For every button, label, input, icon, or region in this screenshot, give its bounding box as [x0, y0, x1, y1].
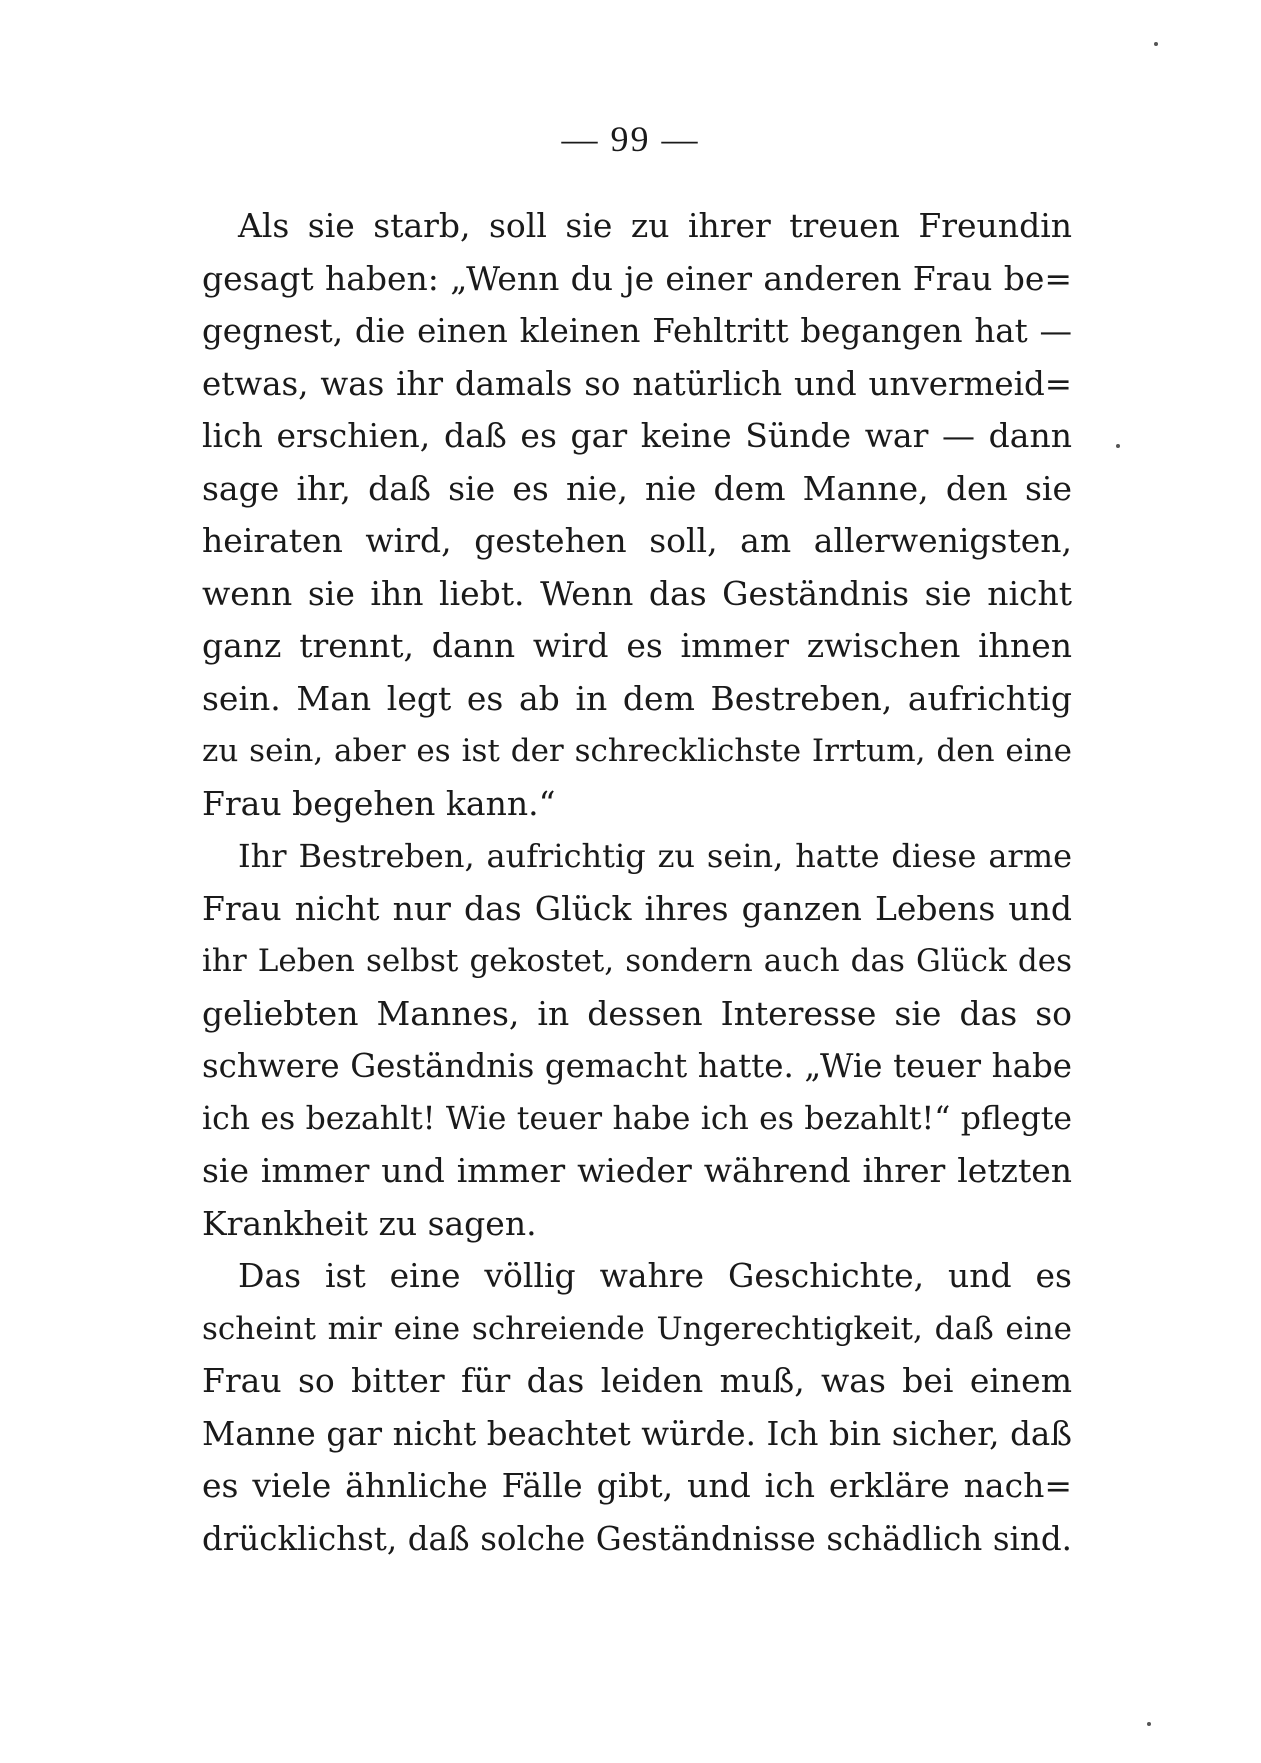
paragraph-3 — [202, 1250, 1072, 1565]
body-text — [202, 200, 1072, 1565]
text-line: Ihr Bestreben, aufrichtig zu sein, hatte diese arme — [238, 837, 1072, 875]
scan-speck — [1116, 444, 1120, 448]
text-line: ganz trennt, dann wird es immer zwischen ihnen — [202, 626, 1072, 665]
text-line: heiraten wird, gestehen soll, am allerwenigsten, — [202, 521, 1072, 560]
text-line: Frau so bitter für das leiden muß, was bei einem — [202, 1361, 1072, 1400]
text-line: es viele ähnliche Fälle gibt, und ich erkläre nach= — [202, 1466, 1072, 1505]
text-line: wenn sie ihn liebt. Wenn das Geständnis sie nicht — [202, 573, 1072, 613]
text-line: sage ihr, daß sie es nie, nie dem Manne, den sie — [202, 468, 1072, 508]
scan-speck — [1154, 42, 1158, 46]
text-line: gegnest, die einen kleinen Fehltritt begangen hat — — [202, 312, 1072, 350]
text-line: ich es bezahlt! Wie teuer habe ich es bezahlt!“ pflegte — [202, 1100, 1072, 1137]
text-line: gesagt haben: „Wenn du je einer anderen Frau be= — [202, 258, 1072, 298]
text-line: Krankheit zu sagen. — [202, 1203, 537, 1243]
text-line: scheint mir eine schreiende Ungerechtigkeit, daß eine — [202, 1310, 1072, 1347]
text-line: sein. Man legt es ab in dem Bestreben, aufrichtig — [202, 678, 1072, 718]
text-line: Frau begehen kann.“ — [202, 783, 556, 823]
text-line: Das ist eine völlig wahre Geschichte, und es — [238, 1256, 1072, 1295]
text-line: zu sein, aber es ist der schrecklichste Irrtum, den eine — [202, 733, 1072, 769]
text-line: sie immer und immer wieder während ihrer letzten — [202, 1151, 1072, 1190]
text-line: Als sie starb, soll sie zu ihrer treuen Freundin — [238, 206, 1072, 245]
page-number: — 99 — — [561, 119, 700, 159]
text-line: lich erschien, daß es gar keine Sünde war — dann — [202, 416, 1072, 455]
text-line: geliebten Mannes, in dessen Interesse sie das so — [202, 993, 1072, 1033]
text-line: etwas, was ihr damals so natürlich und unvermeid= — [202, 364, 1072, 403]
text-line: Manne gar nicht beachtet würde. Ich bin sicher, daß — [202, 1414, 1072, 1453]
paragraph-2 — [202, 830, 1072, 1250]
text-line: Frau nicht nur das Glück ihres ganzen Lebens und — [202, 888, 1072, 928]
text-line: ihr Leben selbst gekostet, sondern auch das Glück des — [202, 943, 1072, 979]
paragraph-1 — [202, 200, 1072, 830]
text-line: drücklichst, daß solche Geständnisse schädlich sind. — [202, 1519, 1072, 1558]
text-line: schwere Geständnis gemacht hatte. „Wie teuer habe — [202, 1047, 1072, 1085]
scan-speck — [1147, 1722, 1151, 1726]
